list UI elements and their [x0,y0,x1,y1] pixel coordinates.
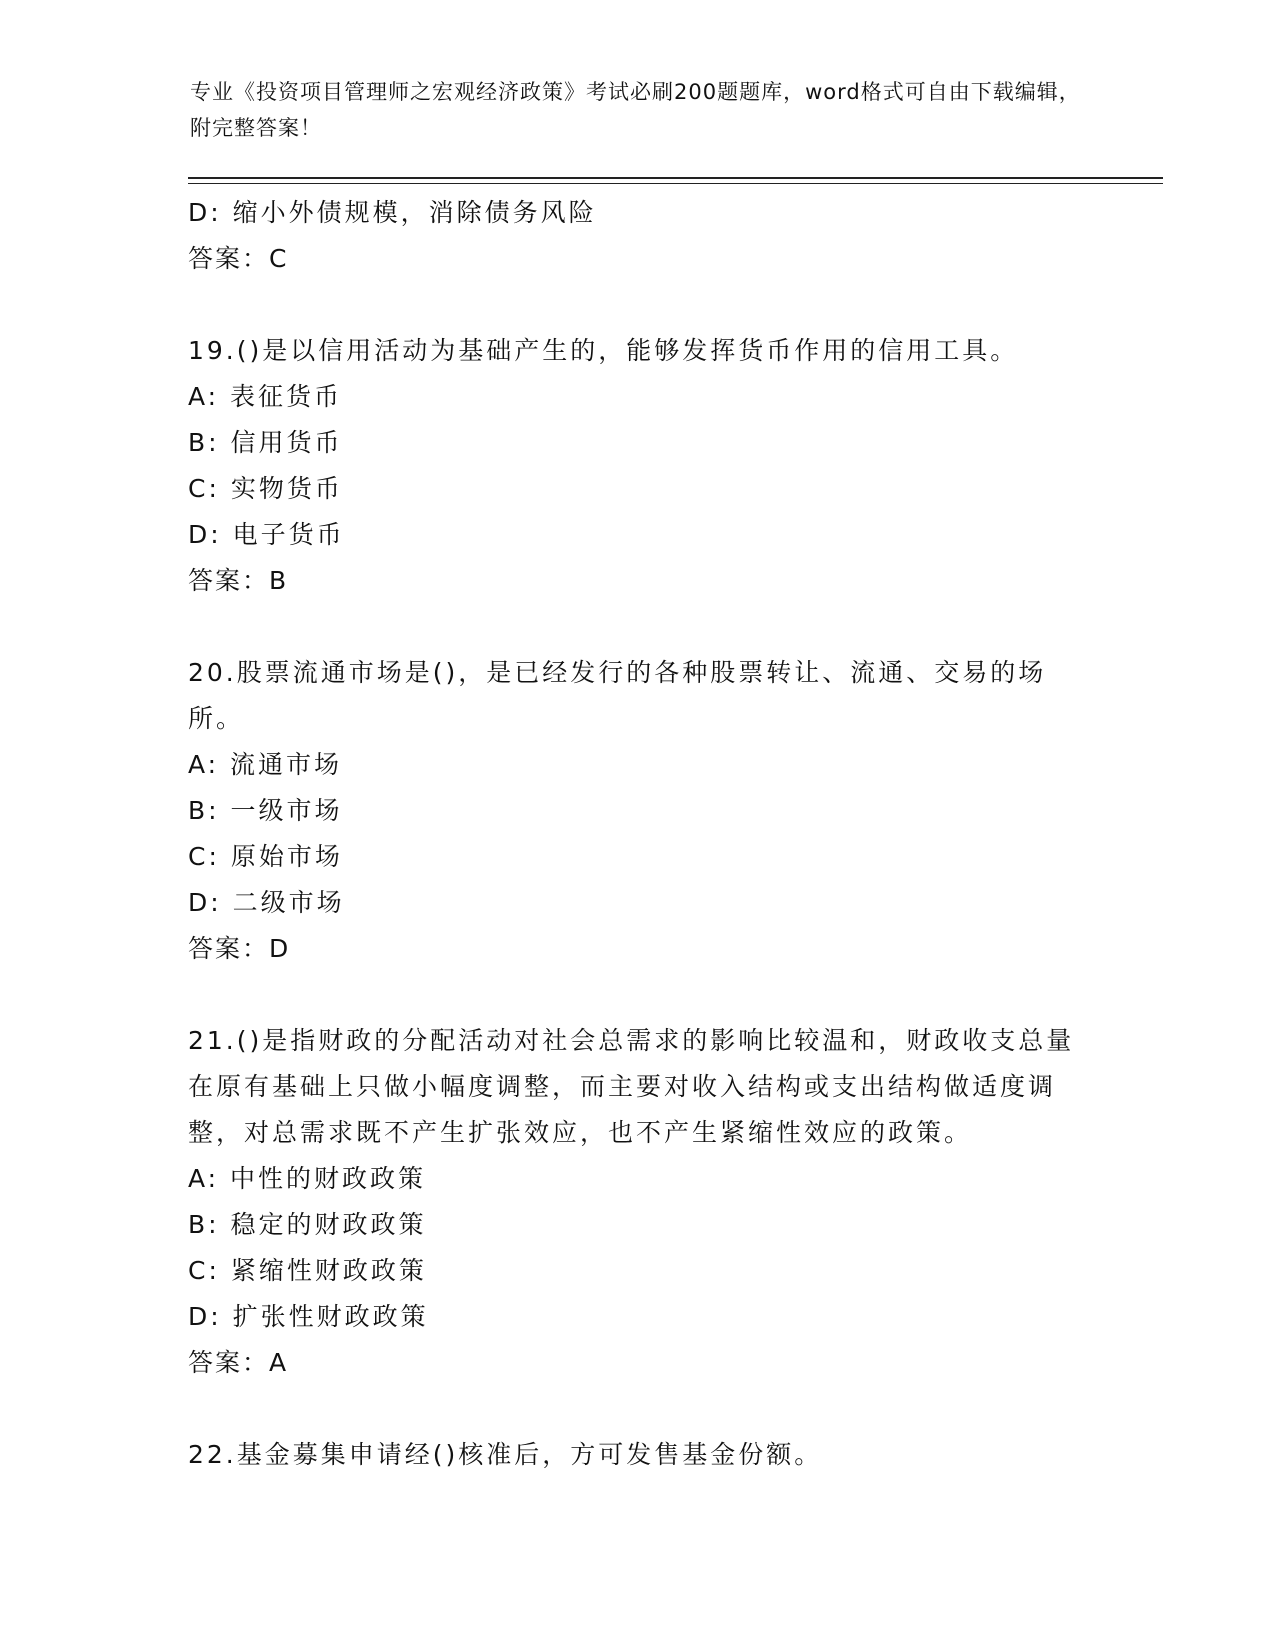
option-a: A: 表征货币 [188,382,343,411]
answer-text: 答案：D [188,934,291,963]
option-d: D: 缩小外债规模，消除债务风险 [188,198,597,227]
spacer [188,282,1088,328]
option-b: B: 稳定的财政政策 [188,1210,427,1239]
option-b: B: 信用货币 [188,428,343,457]
question-21 [188,1018,1088,1386]
option-d: D: 电子货币 [188,520,345,549]
question-stem: 22.基金募集申请经()核准后，方可发售基金份额。 [188,1440,823,1469]
option-c: C: 实物货币 [188,474,343,503]
option-d: D: 二级市场 [188,888,345,917]
question-list [188,190,1088,1478]
question-stem: 20.股票流通市场是()，是已经发行的各种股票转让、流通、交易的场所。 [188,658,1047,733]
option-c: C: 紧缩性财政政策 [188,1256,427,1285]
question-19 [188,328,1088,604]
question-stem: 19.()是以信用活动为基础产生的，能够发挥货币作用的信用工具。 [188,336,1019,365]
document-header: 专业《投资项目管理师之宏观经济政策》考试必刷200题题库，word格式可自由下载编辑，附完整答案！ [190,80,1081,140]
option-d: D: 扩张性财政政策 [188,1302,429,1331]
spacer [188,1386,1088,1432]
option-b: B: 一级市场 [188,796,343,825]
header-divider [188,177,1163,179]
spacer [188,604,1088,650]
header-divider-thin [188,183,1163,184]
option-a: A: 流通市场 [188,750,343,779]
answer-text: 答案：C [188,244,289,273]
option-a: A: 中性的财政政策 [188,1164,427,1193]
question-22 [188,1432,1088,1478]
question-20 [188,650,1088,972]
answer-text: 答案：A [188,1348,289,1377]
question-stem: 21.()是指财政的分配活动对社会总需求的影响比较温和，财政收支总量在原有基础上只做小幅度调整，而主要对收入结构或支出结构做适度调整，对总需求既不产生扩张效应，也不产生紧缩性效应的政策。 [188,1026,1075,1147]
spacer [188,972,1088,1018]
option-c: C: 原始市场 [188,842,343,871]
answer-text: 答案：B [188,566,289,595]
